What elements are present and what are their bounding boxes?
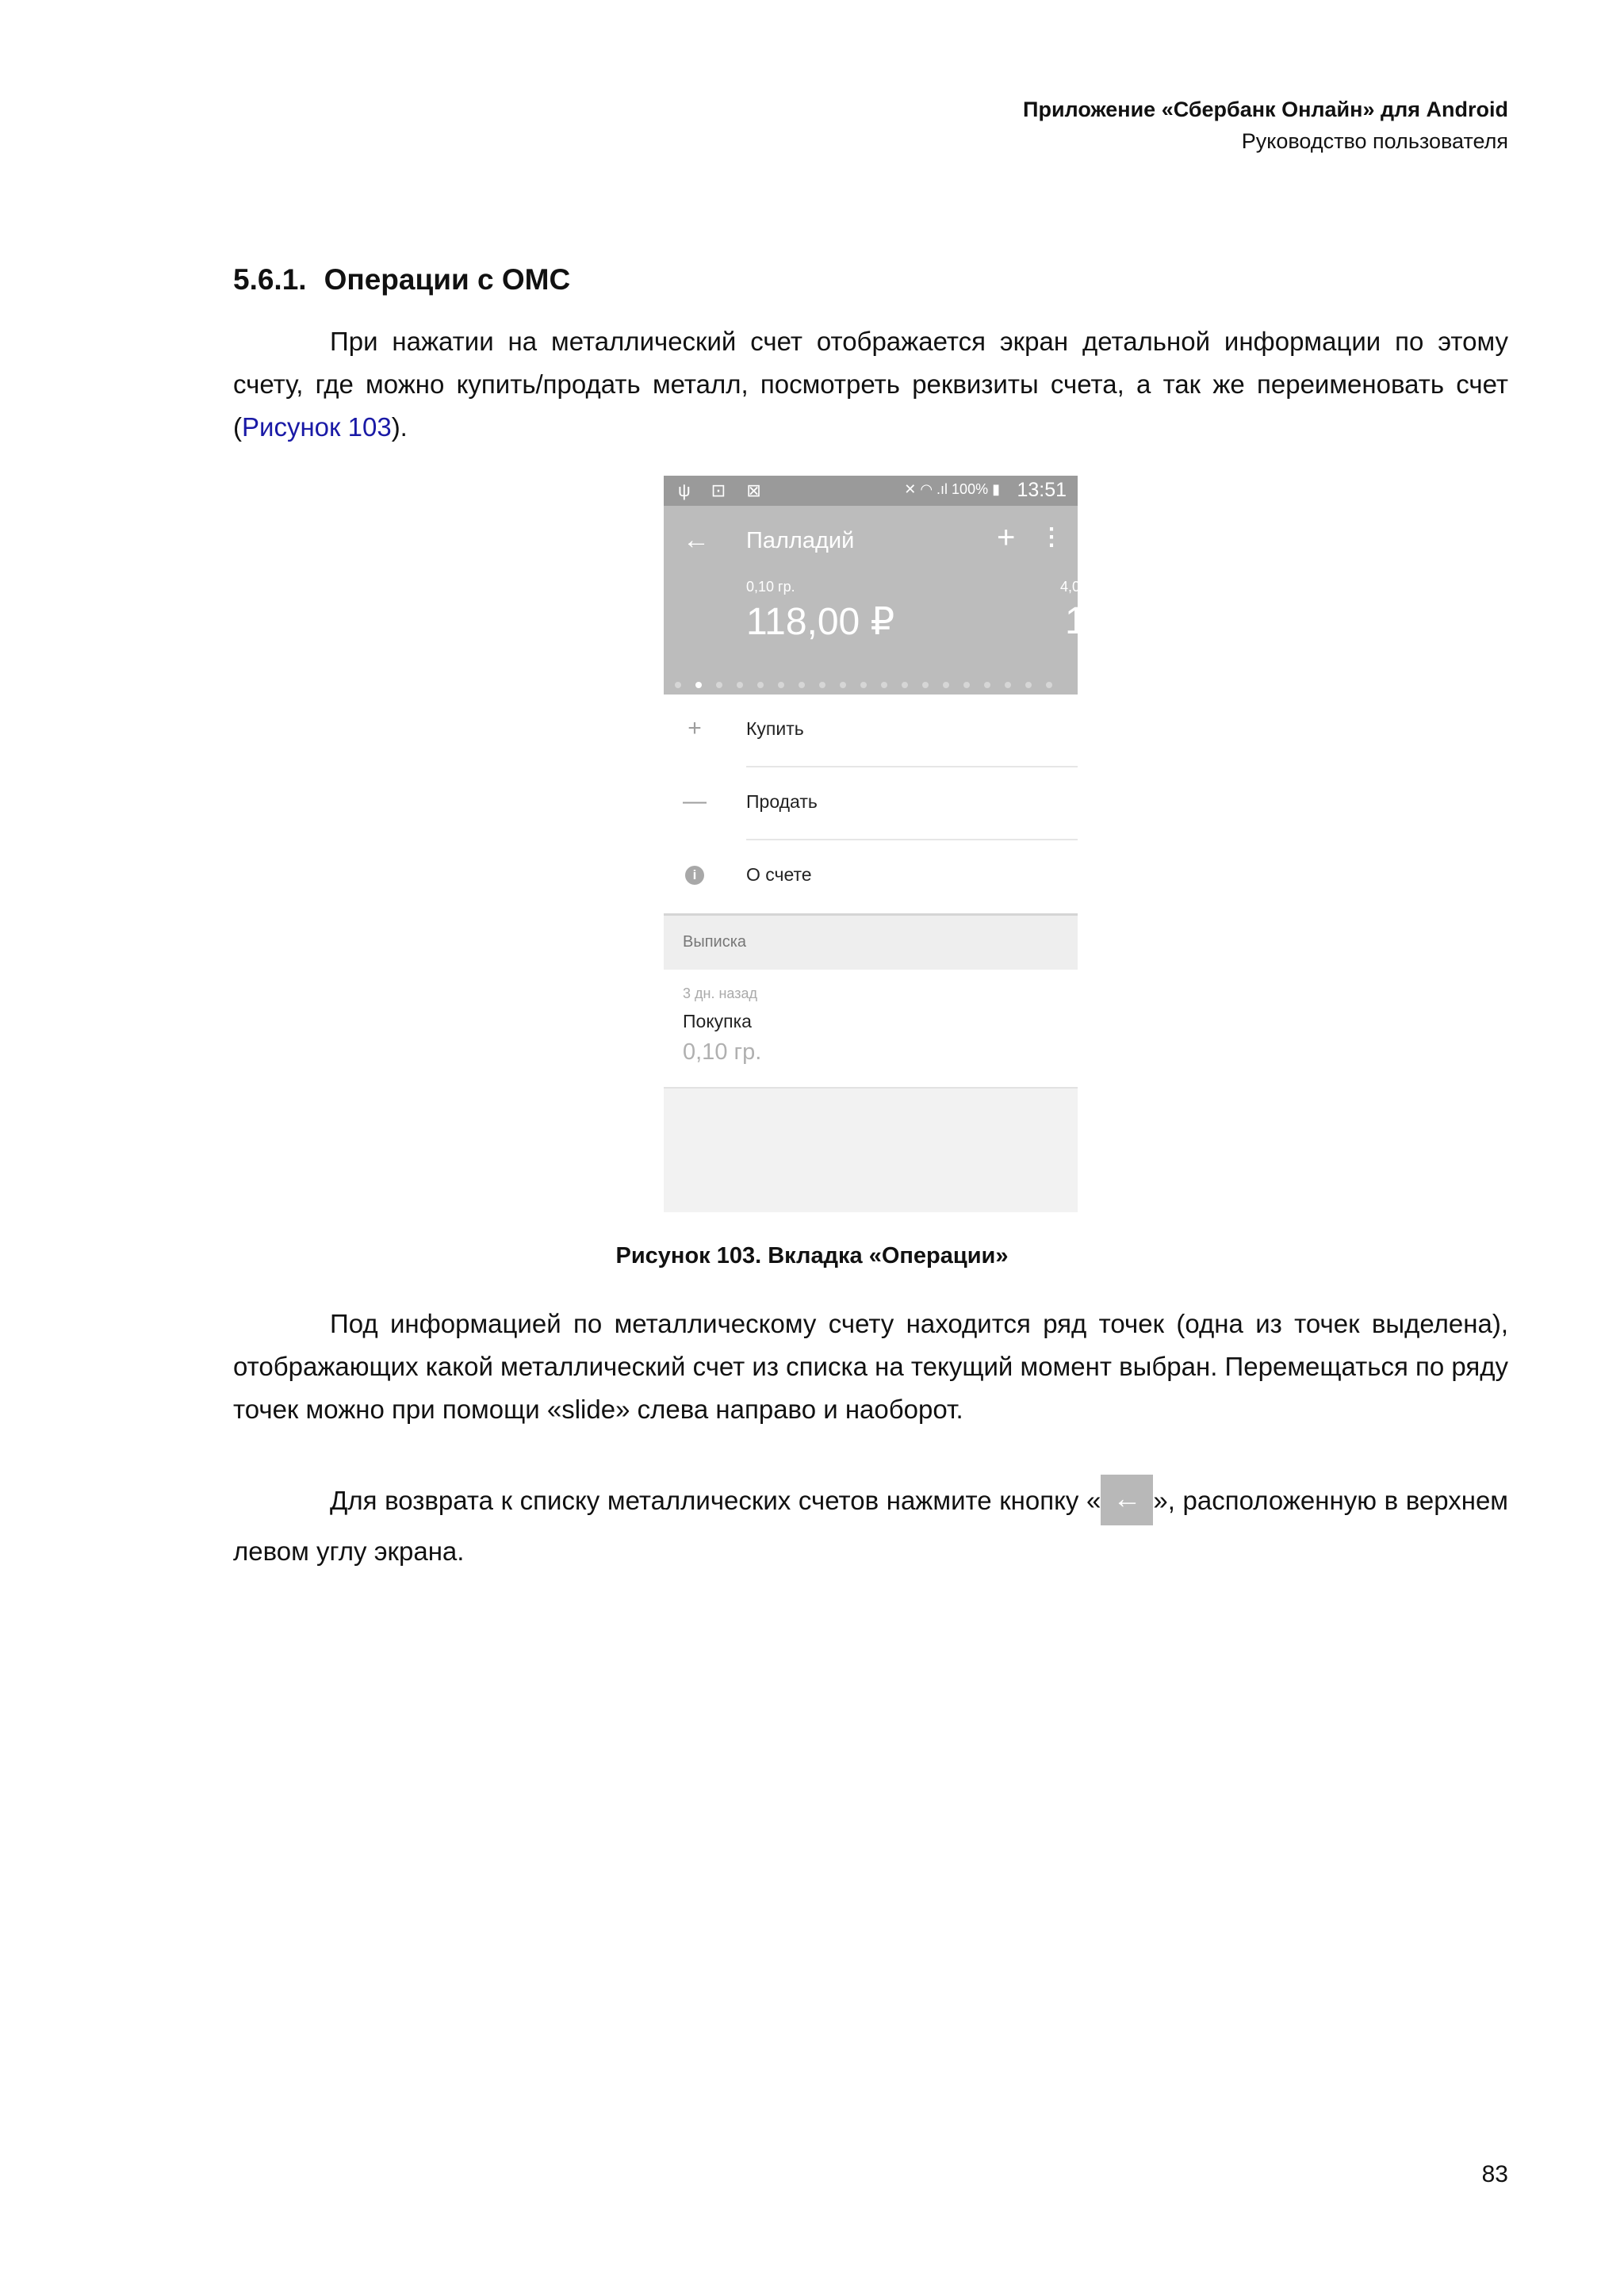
pager-dot [819,682,825,688]
paragraph-intro-end: ). [391,412,408,442]
plus-icon[interactable]: + [997,520,1016,555]
header-title: Приложение «Сбербанк Онлайн» для Android [1023,98,1508,121]
menu-item-about-label: О счете [746,864,812,885]
action-menu [664,695,1078,913]
pager-dot-selected [695,682,702,688]
pager-dot [799,682,805,688]
document-header [1023,94,1508,157]
next-account-weight-peek: 4,0 [1060,579,1081,595]
figure-103-link[interactable]: Рисунок 103 [242,412,392,442]
paragraph-back-after: », расположенную в верхнем левом углу экрана. [233,1486,1508,1566]
pager-dot [737,682,743,688]
pager-dot [716,682,722,688]
section-number: 5.6.1. [233,263,307,296]
header-subtitle: Руководство пользователя [1241,129,1508,153]
paragraph-dots [233,1303,1508,1431]
menu-item-sell-label: Продать [746,791,818,812]
account-title: Палладий [746,528,855,553]
statement-name: Покупка [683,1011,752,1031]
info-icon: i [685,866,704,885]
statement-value: 0,10 гр. [683,1039,762,1065]
pager-dot [860,682,867,688]
menu-item-buy[interactable] [664,695,1078,767]
statement-item[interactable] [664,970,1078,1089]
account-amount: 118,00 ₽ [746,601,895,643]
section-title: Операции с ОМС [324,263,571,296]
menu-item-about-account[interactable] [664,840,1078,913]
account-weight: 0,10 гр. [746,579,795,595]
menu-item-buy-label: Купить [746,718,804,739]
section-heading [233,263,570,297]
pager-dot [902,682,908,688]
paragraph-back [233,1479,1508,1573]
paragraph-intro [233,320,1508,449]
paragraph-dots-text: Под информацией по металлическому счету находится ряд точек (одна из точек выделена), отображающих какой металлический счет из списка на текущий момент выбран. Перемещаться по ряду точек можно при помощи «slide» слева направо и наоборот. [233,1309,1508,1424]
phone-screenshot [664,476,1086,1212]
more-vertical-icon[interactable]: ⋮ [1040,524,1063,550]
pager-dot [757,682,764,688]
pager-dot [943,682,949,688]
back-arrow-icon[interactable]: ← [683,525,710,555]
statement-date: 3 дн. назад [683,985,757,1001]
paragraph-intro-text: При нажатии на металлический счет отображается экран детальной информации по этому счету, где можно купить/продать металл, посмотреть реквизиты счета, а так же переименовать счет ( [233,327,1508,442]
pager-dot [1046,682,1052,688]
app-bar [664,506,1086,695]
pager-dot [675,682,681,688]
status-signal-icons: ✕ ◠ .ıl 100% ▮ [904,481,1000,497]
status-time: 13:51 [1017,479,1067,501]
menu-item-sell[interactable] [664,767,1078,840]
back-arrow-icon: ← [1101,1475,1153,1525]
status-notification-icons: ψ ⊡ ⊠ [678,480,769,500]
page-number: 83 [1481,2161,1508,2187]
pager-dot [1025,682,1032,688]
plus-icon: + [688,715,702,741]
pager-dot [881,682,887,688]
statement-header [664,913,1078,970]
status-bar [664,476,1078,506]
pager-dot [1005,682,1011,688]
pager-dot [984,682,990,688]
pager-dot [778,682,784,688]
statement-header-label: Выписка [683,933,747,951]
paragraph-back-before: Для возврата к списку металлических счетов нажмите кнопку « [330,1486,1101,1515]
figure-caption: Рисунок 103. Вкладка «Операции» [615,1243,1009,1269]
pager-dot [840,682,846,688]
next-account-amount-peek: 1 [1065,600,1086,642]
minus-icon: — [683,788,707,814]
pager-dot [922,682,929,688]
pager-dot [963,682,970,688]
